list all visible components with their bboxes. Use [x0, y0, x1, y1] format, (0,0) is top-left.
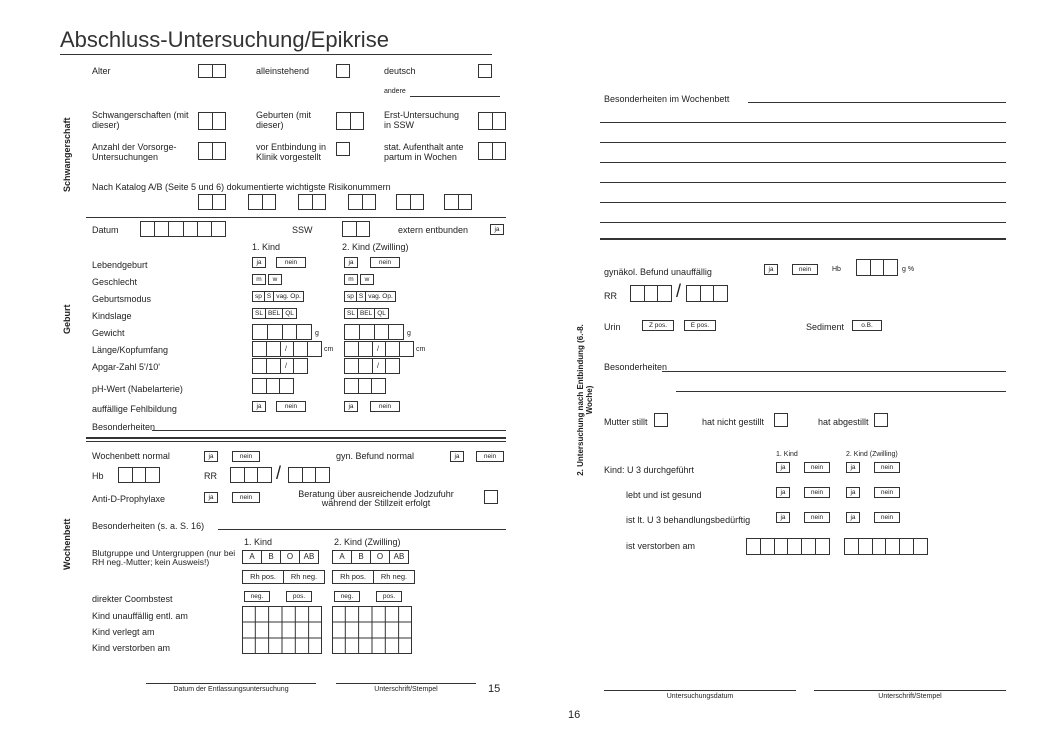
kindslage-sl-1[interactable]: SL [255, 310, 263, 317]
risiko-field-4[interactable] [348, 194, 376, 210]
gewicht-field-2[interactable] [344, 324, 404, 340]
vor-entbindung-checkbox[interactable] [336, 142, 350, 156]
label-ssw: SSW [292, 225, 313, 235]
label-geburtsmodus: Geburtsmodus [92, 294, 152, 304]
blut-o-1[interactable]: O [280, 551, 299, 563]
blut-b-2[interactable]: B [351, 551, 370, 563]
rr-dia-right[interactable] [686, 285, 728, 302]
label-alleinstehend: alleinstehend [256, 66, 310, 76]
hb-field-right[interactable] [856, 259, 898, 276]
rr-field-sys[interactable] [230, 467, 272, 483]
besonderheiten-right-line-1[interactable] [662, 371, 1006, 372]
wb-kind2-header: 2. Kind (Zwilling) [334, 537, 401, 547]
label-blutgruppe: Blutgruppe und Untergruppen (nur bei RH neg.-Mutter; kein Ausweis!) [92, 548, 236, 567]
geschlecht-m-1[interactable]: m [252, 274, 266, 285]
anti-d-ja[interactable]: ja [204, 492, 218, 503]
besonderheiten-wb-line-5[interactable] [600, 202, 1006, 203]
geburtsmodus-sp-2[interactable]: sp [347, 293, 354, 300]
label-fehlbildung: auffällige Fehlbildung [92, 404, 177, 414]
label-besonderheiten-s16: Besonderheiten (s. a. S. 16) [92, 521, 205, 531]
geburtsmodus-opts-2[interactable] [344, 291, 396, 302]
label-verlegt: Kind verlegt am [92, 627, 155, 637]
label-beratung: Beratung über ausreichende Jodzufuhr während der Stillzeit erfolgt [298, 489, 454, 508]
label-kindslage: Kindslage [92, 311, 132, 321]
nicht-gestillt-checkbox[interactable] [774, 413, 788, 427]
sig-sign-line[interactable] [336, 683, 476, 684]
entl-grid-2[interactable] [332, 606, 412, 654]
geschlecht-w-2[interactable]: w [360, 274, 374, 285]
besonderheiten-right-line-2[interactable] [676, 391, 1006, 392]
label-katalog: Nach Katalog A/B (Seite 5 und 6) dokumentierte wichtigste Risikonummern [92, 182, 391, 192]
coombs-pos-2[interactable]: pos. [376, 591, 402, 602]
label-datum: Datum [92, 225, 119, 235]
gesund-nein-2[interactable]: nein [874, 487, 900, 498]
mutter-stillt-checkbox[interactable] [654, 413, 668, 427]
unit-g-pct: g % [902, 266, 915, 273]
label-verstorben-am: ist verstorben am [626, 541, 696, 551]
risiko-field-5[interactable] [396, 194, 424, 210]
blut-ab-2[interactable]: AB [389, 551, 408, 563]
slash-apgar-2: / [377, 363, 379, 370]
beratung-checkbox[interactable] [484, 490, 498, 504]
blut-ab-1[interactable]: AB [299, 551, 318, 563]
label-u3-durchgefuehrt: Kind: U 3 durchgeführt [604, 465, 695, 475]
label-extern-entbunden: extern entbunden [398, 225, 469, 235]
label-geschlecht: Geschlecht [92, 277, 138, 287]
title-rule [60, 54, 492, 55]
blut-a-1[interactable]: A [249, 552, 255, 561]
label-hb-right: Hb [832, 266, 841, 273]
label-erst-untersuchung: Erst-Untersuchung in SSW [384, 110, 460, 130]
geschlecht-m-2[interactable]: m [344, 274, 358, 285]
gyn-unauffaellig-ja[interactable]: ja [764, 264, 778, 275]
unit-cm-2: cm [416, 346, 426, 353]
section-label-schwangerschaft: Schwangerschaft [62, 117, 72, 192]
ssw-field[interactable] [342, 221, 370, 237]
geburtsmodus-opts-1[interactable] [252, 291, 304, 302]
blut-b-1[interactable]: B [261, 551, 280, 563]
urin-e-pos[interactable]: E pos. [684, 320, 716, 331]
rh-pos-2[interactable]: Rh pos. [340, 572, 366, 581]
label-anti-d: Anti-D-Prophylaxe [92, 494, 166, 504]
lebendgeburt-ja-2[interactable]: ja [344, 257, 358, 268]
deutsch-checkbox[interactable] [478, 64, 492, 78]
wochenbett-nein[interactable]: nein [232, 451, 260, 462]
sig-sign-label: Unterschrift/Stempel [374, 686, 438, 693]
anzahl-vorsorge-field[interactable] [198, 142, 226, 160]
verstorben-field-2[interactable] [844, 538, 928, 555]
hb-field[interactable] [118, 467, 160, 483]
geburtsmodus-sp-1[interactable]: sp [255, 293, 262, 300]
label-deutsch: deutsch [384, 66, 416, 76]
wochenbett-ja[interactable]: ja [204, 451, 218, 462]
label-sediment: Sediment [806, 322, 845, 332]
geburtsmodus-s-1[interactable]: S [264, 292, 273, 301]
kindslage-bel-2[interactable]: BEL [357, 309, 374, 318]
rr-field-dia[interactable] [288, 467, 330, 483]
gyn-befund-ja[interactable]: ja [450, 451, 464, 462]
besonderheiten-wb-line-6[interactable] [600, 222, 1006, 223]
lebendgeburt-ja-1[interactable]: ja [252, 257, 266, 268]
divider-geburt-2 [86, 441, 506, 442]
u3-ja-1[interactable]: ja [776, 462, 790, 473]
ph-field-2[interactable] [344, 378, 386, 394]
label-gewicht: Gewicht [92, 328, 125, 338]
label-urin: Urin [604, 322, 621, 332]
u3-kind1-header: 1. Kind [776, 451, 798, 458]
label-behandlungsbeduerftig: ist lt. U 3 behandlungsbedürftig [626, 515, 751, 525]
label-coombs: direkter Coombstest [92, 594, 173, 604]
extern-entbunden-ja[interactable]: ja [490, 224, 504, 235]
label-stat-aufenthalt: stat. Aufenthalt ante partum in Wochen [384, 142, 464, 162]
rr-slash: / [276, 463, 282, 483]
behandlung-nein-2[interactable]: nein [874, 512, 900, 523]
label-andere: andere [384, 88, 406, 95]
label-schwangerschaften: Schwangerschaften (mit dieser) [92, 110, 189, 130]
label-gyn-befund-normal: gyn. Befund normal [336, 451, 415, 461]
u3-nein-2[interactable]: nein [874, 462, 900, 473]
label-nicht-gestillt: hat nicht gestillt [702, 417, 765, 427]
kindslage-bel-1[interactable]: BEL [265, 309, 282, 318]
risiko-field-1[interactable] [198, 194, 226, 210]
coombs-neg-2[interactable]: neg. [334, 591, 360, 602]
label-lebendgeburt: Lebendgeburt [92, 260, 148, 270]
rh-opts-2[interactable] [332, 570, 415, 584]
sig-date-line[interactable] [146, 683, 316, 684]
label-verstorben: Kind verstorben am [92, 643, 171, 653]
label-vor-entbindung: vor Entbindung in Klinik vorgestellt [256, 142, 327, 162]
blut-a-2[interactable]: A [339, 552, 345, 561]
apgar-field-2[interactable] [344, 358, 400, 374]
label-alter: Alter [92, 66, 111, 76]
stat-aufenthalt-field[interactable] [478, 142, 506, 160]
rh-opts-1[interactable] [242, 570, 325, 584]
gewicht-field-1[interactable] [252, 324, 312, 340]
fehlbildung-ja-1[interactable]: ja [252, 401, 266, 412]
besonderheiten-wb-line-2[interactable] [600, 142, 1006, 143]
page-title: Abschluss-Untersuchung/Epikrise [60, 27, 389, 52]
erst-untersuchung-field[interactable] [478, 112, 506, 130]
laenge-field-1[interactable] [252, 341, 322, 357]
kindslage-ql-2[interactable]: QL [374, 309, 388, 318]
u3-nein-1[interactable]: nein [804, 462, 830, 473]
sediment-ob[interactable]: o.B. [852, 320, 882, 331]
laenge-field-2[interactable] [344, 341, 414, 357]
divider-schwangerschaft [86, 217, 506, 218]
coombs-pos-1[interactable]: pos. [286, 591, 312, 602]
besonderheiten-wb-line-1[interactable] [600, 122, 1006, 123]
blutgruppe-opts-1[interactable] [242, 550, 319, 564]
fehlbildung-nein-1[interactable]: nein [276, 401, 306, 412]
section-label-wochenbett: Wochenbett [62, 518, 72, 570]
risiko-field-6[interactable] [444, 194, 472, 210]
label-entl: Kind unauffällig entl. am [92, 611, 188, 621]
kindslage-sl-2[interactable]: SL [347, 310, 355, 317]
gyn-unauffaellig-nein[interactable]: nein [792, 264, 818, 275]
risiko-field-2[interactable] [248, 194, 276, 210]
rr-slash-right: / [676, 281, 682, 301]
blutgruppe-opts-2[interactable] [332, 550, 409, 564]
label-besonderheiten-right: Besonderheiten [604, 362, 668, 372]
sig-date-label: Datum der Entlassungsuntersuchung [173, 686, 289, 693]
behandlung-ja-2[interactable]: ja [846, 512, 860, 523]
besonderheiten-s16-field[interactable] [218, 529, 506, 530]
slash-laenge-2: / [377, 346, 379, 353]
besonderheiten-geburt-field[interactable] [152, 430, 506, 431]
verstorben-field-1[interactable] [746, 538, 830, 555]
behandlung-ja-1[interactable]: ja [776, 512, 790, 523]
sig-date-label-right: Untersuchungsdatum [666, 693, 734, 700]
label-wochenbett-normal: Wochenbett normal [92, 451, 170, 461]
lebendgeburt-nein-2[interactable]: nein [370, 257, 400, 268]
geburten-field[interactable] [336, 112, 364, 130]
behandlung-nein-1[interactable]: nein [804, 512, 830, 523]
apgar-field-1[interactable] [252, 358, 308, 374]
unit-cm-1: cm [324, 346, 334, 353]
abgestillt-checkbox[interactable] [874, 413, 888, 427]
label-gyn-befund-unauffaellig: gynäkol. Befund unauffällig [604, 267, 712, 277]
slash-apgar-1: / [285, 363, 287, 370]
label-laenge: Länge/Kopfumfang [92, 345, 169, 355]
kindslage-opts-1[interactable] [252, 308, 297, 319]
label-apgar: Apgar-Zahl 5'/10' [92, 362, 160, 372]
urin-z-pos[interactable]: Z pos. [642, 320, 674, 331]
gyn-befund-nein[interactable]: nein [476, 451, 504, 462]
label-geburten: Geburten (mit dieser) [256, 110, 312, 130]
sig-sign-label-right: Unterschrift/Stempel [878, 693, 942, 700]
risiko-field-3[interactable] [298, 194, 326, 210]
coombs-neg-1[interactable]: neg. [244, 591, 270, 602]
label-ph-wert: pH-Wert (Nabelarterie) [92, 384, 183, 394]
besonderheiten-wb-line-3[interactable] [600, 162, 1006, 163]
geburtsmodus-s-2[interactable]: S [356, 292, 365, 301]
alter-field[interactable] [198, 64, 226, 78]
schwangerschaften-field[interactable] [198, 112, 226, 130]
label-besonderheiten-geburt: Besonderheiten [92, 422, 156, 432]
kindslage-opts-2[interactable] [344, 308, 389, 319]
label-rr-right: RR [604, 291, 617, 301]
section-label-geburt: Geburt [62, 304, 72, 334]
anti-d-nein[interactable]: nein [232, 492, 260, 503]
unit-g-1: g [315, 330, 319, 337]
rh-neg-2[interactable]: Rh neg. [373, 571, 414, 583]
sig-sign-line-right[interactable] [814, 690, 1006, 691]
side-label-untersuchung: 2. Untersuchung nach Entbindung (6.-8. Woche) [576, 324, 594, 476]
label-lebt-gesund: lebt und ist gesund [626, 490, 702, 500]
alleinstehend-checkbox[interactable] [336, 64, 350, 78]
kindslage-ql-1[interactable]: QL [282, 309, 296, 318]
besonderheiten-wb-line-4[interactable] [600, 182, 1006, 183]
kind1-header: 1. Kind [252, 242, 281, 252]
gesund-ja-2[interactable]: ja [846, 487, 860, 498]
divider-right [600, 238, 1006, 240]
divider-geburt [86, 437, 506, 439]
fehlbildung-nein-2[interactable]: nein [370, 401, 400, 412]
u3-kind2-header: 2. Kind (Zwilling) [846, 451, 898, 458]
label-besonderheiten-wochenbett: Besonderheiten im Wochenbett [604, 94, 730, 104]
page-number-left: 15 [488, 683, 501, 695]
slash-laenge-1: / [285, 346, 287, 353]
page-number-right: 16 [568, 709, 581, 721]
andere-field[interactable] [410, 96, 500, 97]
kind2-header: 2. Kind (Zwilling) [342, 242, 409, 252]
blut-o-2[interactable]: O [370, 551, 389, 563]
gesund-ja-1[interactable]: ja [776, 487, 790, 498]
geschlecht-w-1[interactable]: w [268, 274, 282, 285]
ph-field-1[interactable] [252, 378, 294, 394]
geburtsmodus-vag-1[interactable]: vag. Op. [273, 292, 303, 301]
rh-pos-1[interactable]: Rh pos. [250, 572, 276, 581]
rh-neg-1[interactable]: Rh neg. [283, 571, 324, 583]
wb-kind1-header: 1. Kind [244, 537, 273, 547]
label-hb: Hb [92, 471, 104, 481]
lebendgeburt-nein-1[interactable]: nein [276, 257, 306, 268]
label-mutter-stillt: Mutter stillt [604, 417, 648, 427]
entl-grid-1[interactable] [242, 606, 322, 654]
gesund-nein-1[interactable]: nein [804, 487, 830, 498]
fehlbildung-ja-2[interactable]: ja [344, 401, 358, 412]
rr-sys-right[interactable] [630, 285, 672, 302]
besonderheiten-wb-line-0[interactable] [748, 102, 1006, 103]
unit-g-2: g [407, 330, 411, 337]
label-abgestillt: hat abgestillt [818, 417, 869, 427]
label-anzahl-vorsorge: Anzahl der Vorsorge-Untersuchungen [92, 142, 177, 162]
label-rr: RR [204, 471, 217, 481]
geburtsmodus-vag-2[interactable]: vag. Op. [365, 292, 395, 301]
sig-date-line-right[interactable] [604, 690, 796, 691]
u3-ja-2[interactable]: ja [846, 462, 860, 473]
datum-field[interactable] [140, 221, 226, 237]
